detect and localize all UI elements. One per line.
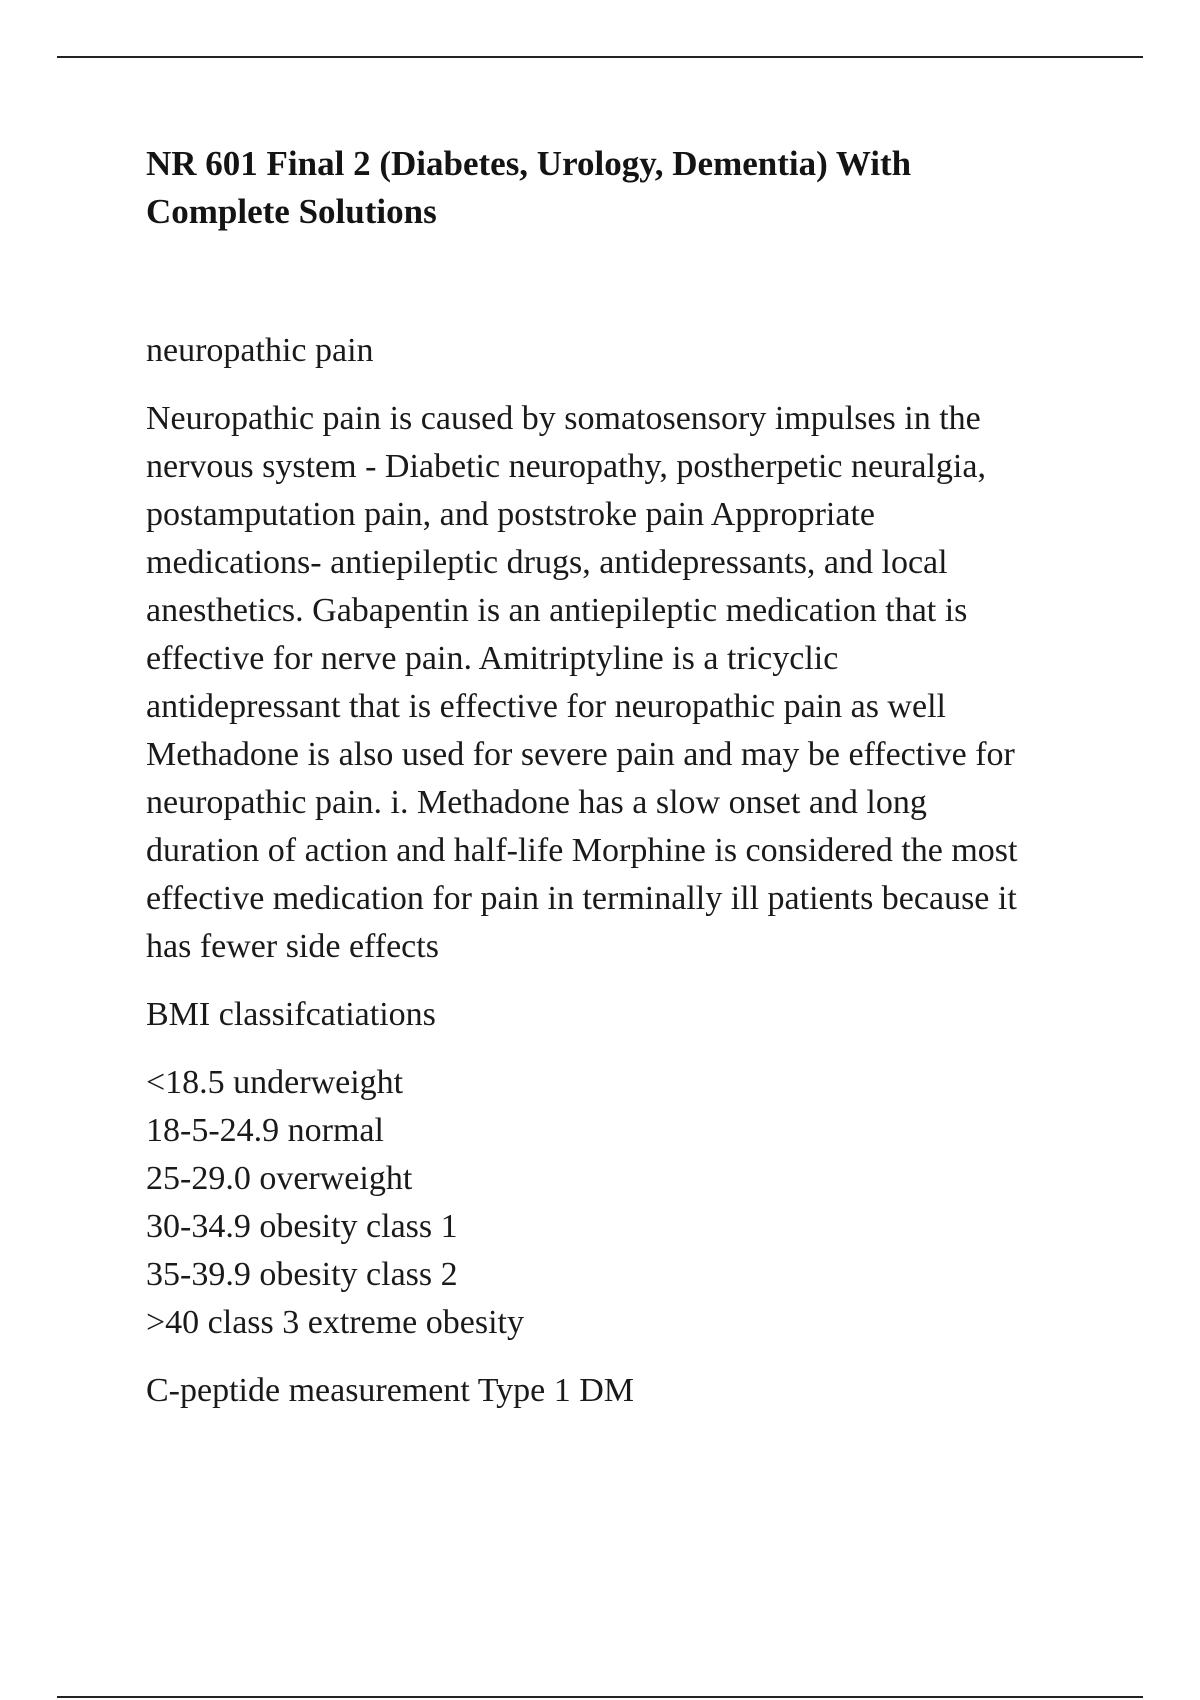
answer-line: medications- antiepileptic drugs, antidepressants, and local — [146, 544, 948, 581]
title-line-2: Complete Solutions — [146, 192, 437, 231]
answer-line: postamputation pain, and poststroke pain Appropriate — [146, 496, 875, 533]
answer-line: Neuropathic pain is caused by somatosensory impulses in the — [146, 400, 981, 437]
bmi-line: >40 class 3 extreme obesity — [146, 1304, 524, 1341]
card-term-c-peptide: C-peptide measurement Type 1 DM — [146, 1372, 634, 1409]
card-answer-neuropathic-pain — [146, 395, 1106, 971]
bmi-line: 18-5-24.9 normal — [146, 1112, 384, 1149]
card-answer-bmi-classifications — [146, 1059, 1106, 1347]
card-term-neuropathic-pain: neuropathic pain — [146, 332, 374, 369]
answer-line: duration of action and half-life Morphine is considered the most — [146, 832, 1018, 869]
answer-line: effective medication for pain in terminally ill patients because it — [146, 880, 1017, 917]
bottom-rule — [57, 1696, 1143, 1698]
answer-line: has fewer side effects — [146, 928, 439, 965]
title-line-1: NR 601 Final 2 (Diabetes, Urology, Dementia) With — [146, 144, 912, 183]
answer-line: Methadone is also used for severe pain and may be effective for — [146, 736, 1015, 773]
answer-line: effective for nerve pain. Amitriptyline is a tricyclic — [146, 640, 839, 677]
answer-line: neuropathic pain. i. Methadone has a slow onset and long — [146, 784, 927, 821]
bmi-line: 30-34.9 obesity class 1 — [146, 1208, 458, 1245]
answer-line: nervous system - Diabetic neuropathy, postherpetic neuralgia, — [146, 448, 986, 485]
document-body — [146, 140, 1106, 1435]
answer-line: anesthetics. Gabapentin is an antiepileptic medication that is — [146, 592, 968, 629]
bmi-line: 35-39.9 obesity class 2 — [146, 1256, 458, 1293]
document-title — [146, 140, 1106, 236]
card-term-bmi-classifications: BMI classifcatiations — [146, 996, 436, 1033]
answer-line: antidepressant that is effective for neuropathic pain as well — [146, 688, 946, 725]
bmi-line: <18.5 underweight — [146, 1064, 404, 1101]
top-rule — [57, 56, 1143, 58]
bmi-line: 25-29.0 overweight — [146, 1160, 413, 1197]
